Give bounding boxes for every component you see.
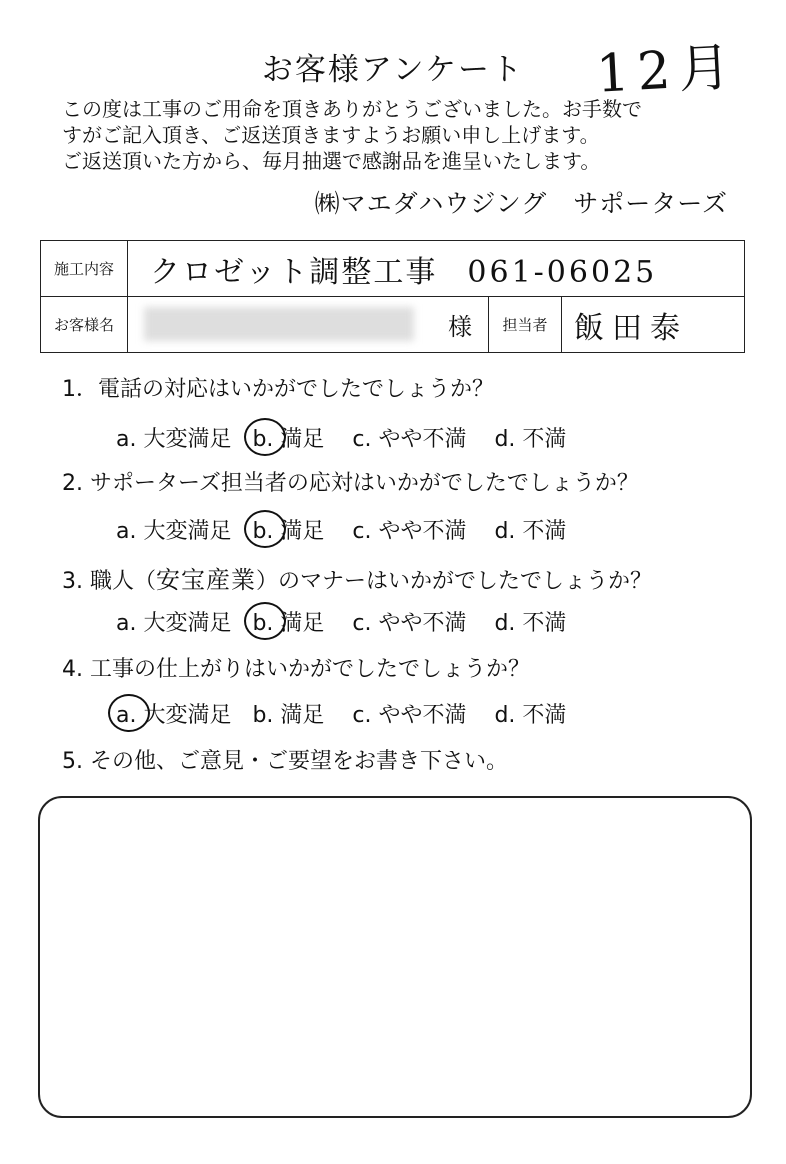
craftsman-handwritten: 安宝産業 (155, 566, 256, 594)
question-1: 1．電話の対応はいかがでしたでしょうか？ (62, 377, 494, 402)
option-d[interactable]: d. 不満 (494, 703, 567, 728)
option-c[interactable]: c. やや不満 (352, 611, 467, 636)
answer-options-2 (116, 514, 566, 545)
option-a[interactable]: a. 大変満足 (116, 611, 232, 636)
customer-label: お客様名 (41, 297, 128, 353)
answer-options-1 (116, 422, 566, 453)
question-2: 2. サポーターズ担当者の応対はいかがでしたでしょうか？ (62, 471, 639, 496)
staff-value[interactable]: 飯田泰 (562, 297, 745, 353)
option-d[interactable]: d. 不満 (494, 427, 567, 452)
work-code: 061-06025 (467, 254, 658, 290)
company-name: ㈱マエダハウジング サポーターズ (314, 189, 728, 218)
option-a[interactable]: a. 大変満足 (116, 427, 232, 452)
option-a[interactable]: a. 大変満足 (116, 519, 232, 544)
intro-line: すがご記入頂き、ご返送頂きますようお願い申し上げます。 (62, 123, 600, 147)
work-label: 施工内容 (41, 241, 128, 297)
option-d[interactable]: d. 不満 (494, 611, 567, 636)
option-c[interactable]: c. やや不満 (352, 703, 467, 728)
option-b-selected[interactable]: b. 満足 (252, 606, 324, 637)
work-row (41, 241, 745, 297)
answer-options-4 (116, 698, 566, 729)
answer-options-3 (116, 606, 566, 637)
selection-circle (108, 694, 150, 732)
comment-box[interactable] (38, 796, 752, 1118)
info-table (40, 240, 745, 353)
work-value[interactable] (128, 241, 745, 297)
question-5: 5. その他、ご意見・ご要望をお書き下さい。 (62, 749, 508, 774)
customer-name-field[interactable] (128, 297, 489, 353)
option-b-selected[interactable]: b. 満足 (252, 422, 324, 453)
customer-suffix: 様 (448, 313, 472, 341)
month-handwritten: 12月 (594, 37, 740, 105)
intro-text (62, 96, 762, 174)
question-3: 3. 職人（安宝産業）のマナーはいかがでしたでしょうか？ (62, 566, 652, 594)
work-description: クロゼット調整工事 (150, 254, 438, 290)
redacted-name (144, 307, 414, 341)
staff-label: 担当者 (489, 297, 562, 353)
option-b[interactable]: b. 満足 (252, 703, 325, 728)
option-c[interactable]: c. やや不満 (352, 427, 467, 452)
customer-row (41, 297, 745, 353)
intro-line: この度は工事のご用命を頂きありがとうございました。お手数で (62, 97, 642, 121)
survey-title: お客様アンケート (261, 52, 525, 88)
option-b-selected[interactable]: b. 満足 (252, 514, 324, 545)
intro-line: ご返送頂いた方から、毎月抽選で感謝品を進呈いたします。 (62, 149, 601, 173)
option-c[interactable]: c. やや不満 (352, 519, 467, 544)
option-a-selected[interactable]: a. 大変満足 (116, 698, 231, 729)
option-d[interactable]: d. 不満 (494, 519, 567, 544)
question-4: 4. 工事の仕上がりはいかがでしたでしょうか？ (62, 657, 530, 682)
